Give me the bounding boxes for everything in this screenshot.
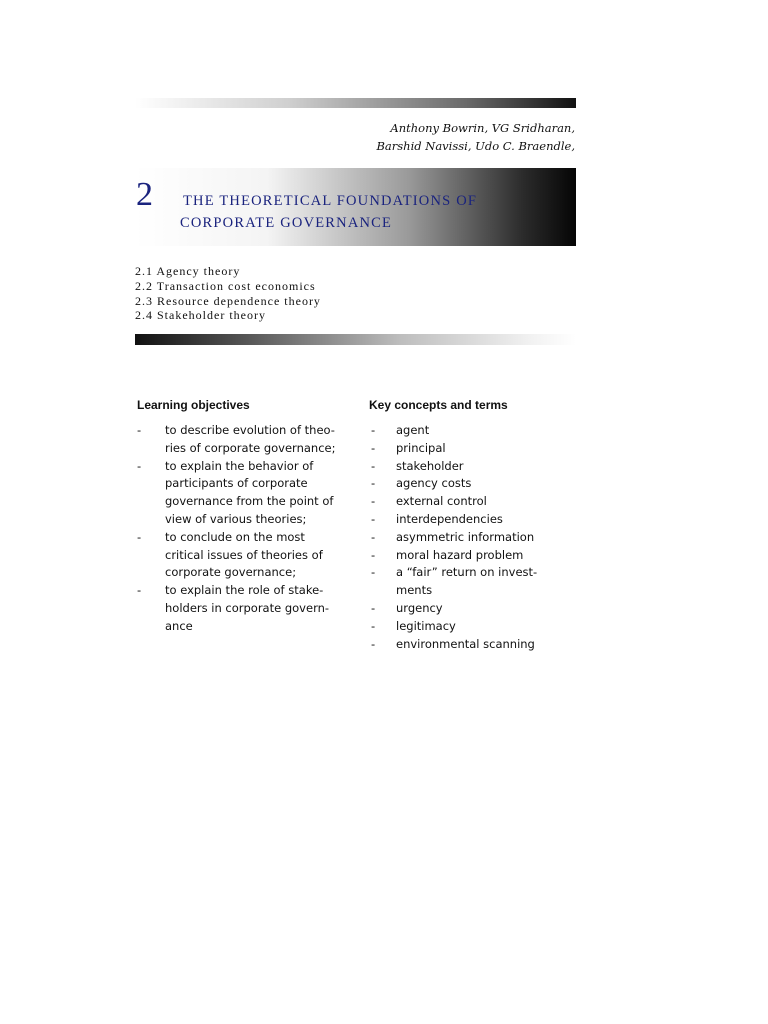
list-item-line: principal [396, 440, 446, 455]
list-item-text [396, 422, 556, 440]
list-item [371, 475, 561, 493]
authors [300, 119, 575, 155]
list-item [371, 636, 561, 654]
list-item [371, 547, 561, 565]
author-line-1: Anthony Bowrin, VG Sridharan, [390, 121, 575, 135]
dash-bullet: - [371, 565, 376, 580]
toc-item: 2.2 Transaction cost economics [135, 278, 316, 293]
list-item-line: ance [165, 618, 193, 633]
list-item [371, 511, 561, 529]
list-item-text [396, 529, 556, 547]
key-concepts-list [371, 422, 561, 653]
chapter-title-line-2: CORPORATE GOVERNANCE [180, 215, 393, 231]
list-item-text [396, 458, 556, 476]
list-item [137, 458, 352, 529]
learning-objectives-heading: Learning objectives [137, 398, 250, 412]
chapter-number: 2 [136, 176, 153, 213]
list-item-line: corporate governance; [165, 565, 297, 580]
list-item-text [396, 600, 556, 618]
list-item-line: participants of corporate [165, 476, 308, 491]
chapter-title [180, 190, 540, 234]
list-item-line: interdependencies [396, 511, 503, 526]
list-item [371, 422, 561, 440]
list-item [137, 529, 352, 582]
list-item-line: ries of corporate governance; [165, 440, 336, 455]
list-item [137, 422, 352, 458]
list-item-line: to describe evolution of theo- [165, 423, 335, 437]
author-line-2: Barshid Navissi, Udo C. Braendle, [376, 139, 575, 153]
list-item-line: stakeholder [396, 458, 464, 473]
dash-bullet: - [371, 458, 376, 473]
list-item-line: governance from the point of [165, 494, 334, 509]
list-item [371, 458, 561, 476]
dash-bullet: - [371, 440, 376, 455]
list-item-line: asymmetric information [396, 529, 535, 544]
dash-bullet: - [371, 618, 376, 633]
list-item-text [396, 564, 556, 600]
list-item [371, 529, 561, 547]
toc-item: 2.1 Agency theory [135, 264, 241, 278]
dash-bullet: - [137, 583, 142, 598]
list-item [371, 493, 561, 511]
list-item-line: critical issues of theories of [165, 547, 323, 562]
dash-bullet: - [371, 529, 376, 544]
list-item-line: to explain the behavior of [165, 458, 314, 473]
chapter-title-line-1: THE THEORETICAL FOUNDATIONS OF [183, 193, 478, 209]
dash-bullet: - [137, 529, 142, 544]
list-item-text [165, 582, 350, 635]
list-item-line: to explain the role of stake- [165, 583, 324, 598]
top-gradient-bar [135, 98, 576, 108]
list-item-line: moral hazard problem [396, 547, 524, 562]
dash-bullet: - [371, 423, 376, 437]
list-item [371, 618, 561, 636]
list-item-line: view of various theories; [165, 511, 307, 526]
list-item [371, 440, 561, 458]
dash-bullet: - [371, 600, 376, 615]
dash-bullet: - [371, 511, 376, 526]
list-item-text [396, 618, 556, 636]
dash-bullet: - [371, 494, 376, 509]
list-item-text [396, 547, 556, 565]
list-item-text [165, 458, 350, 529]
list-item-line: ments [396, 583, 433, 598]
dash-bullet: - [371, 476, 376, 491]
list-item-line: holders in corporate govern- [165, 600, 330, 615]
dash-bullet: - [137, 423, 142, 437]
list-item-text [165, 529, 350, 582]
list-item-text [396, 475, 556, 493]
table-of-contents [135, 264, 321, 323]
list-item-text [396, 511, 556, 529]
list-item [371, 564, 561, 600]
bottom-gradient-bar [135, 334, 576, 345]
list-item-line: to conclude on the most [165, 529, 305, 544]
list-item-line: legitimacy [396, 618, 456, 633]
list-item-text [396, 440, 556, 458]
list-item [371, 600, 561, 618]
dash-bullet: - [371, 547, 376, 562]
key-concepts-heading: Key concepts and terms [369, 398, 508, 412]
list-item-text [165, 422, 350, 458]
list-item-line: agent [396, 423, 430, 437]
list-item-text [396, 493, 556, 511]
learning-objectives-list [137, 422, 352, 636]
dash-bullet: - [137, 458, 142, 473]
list-item-text [396, 636, 556, 654]
list-item-line: a “fair” return on invest- [396, 565, 538, 580]
toc-item: 2.4 Stakeholder theory [135, 308, 266, 323]
toc-item: 2.3 Resource dependence theory [135, 293, 321, 308]
list-item-line: agency costs [396, 476, 472, 491]
list-item-line: urgency [396, 600, 443, 615]
list-item-line: external control [396, 494, 487, 509]
dash-bullet: - [371, 636, 376, 651]
list-item [137, 582, 352, 635]
list-item-line: environmental scanning [396, 636, 535, 651]
